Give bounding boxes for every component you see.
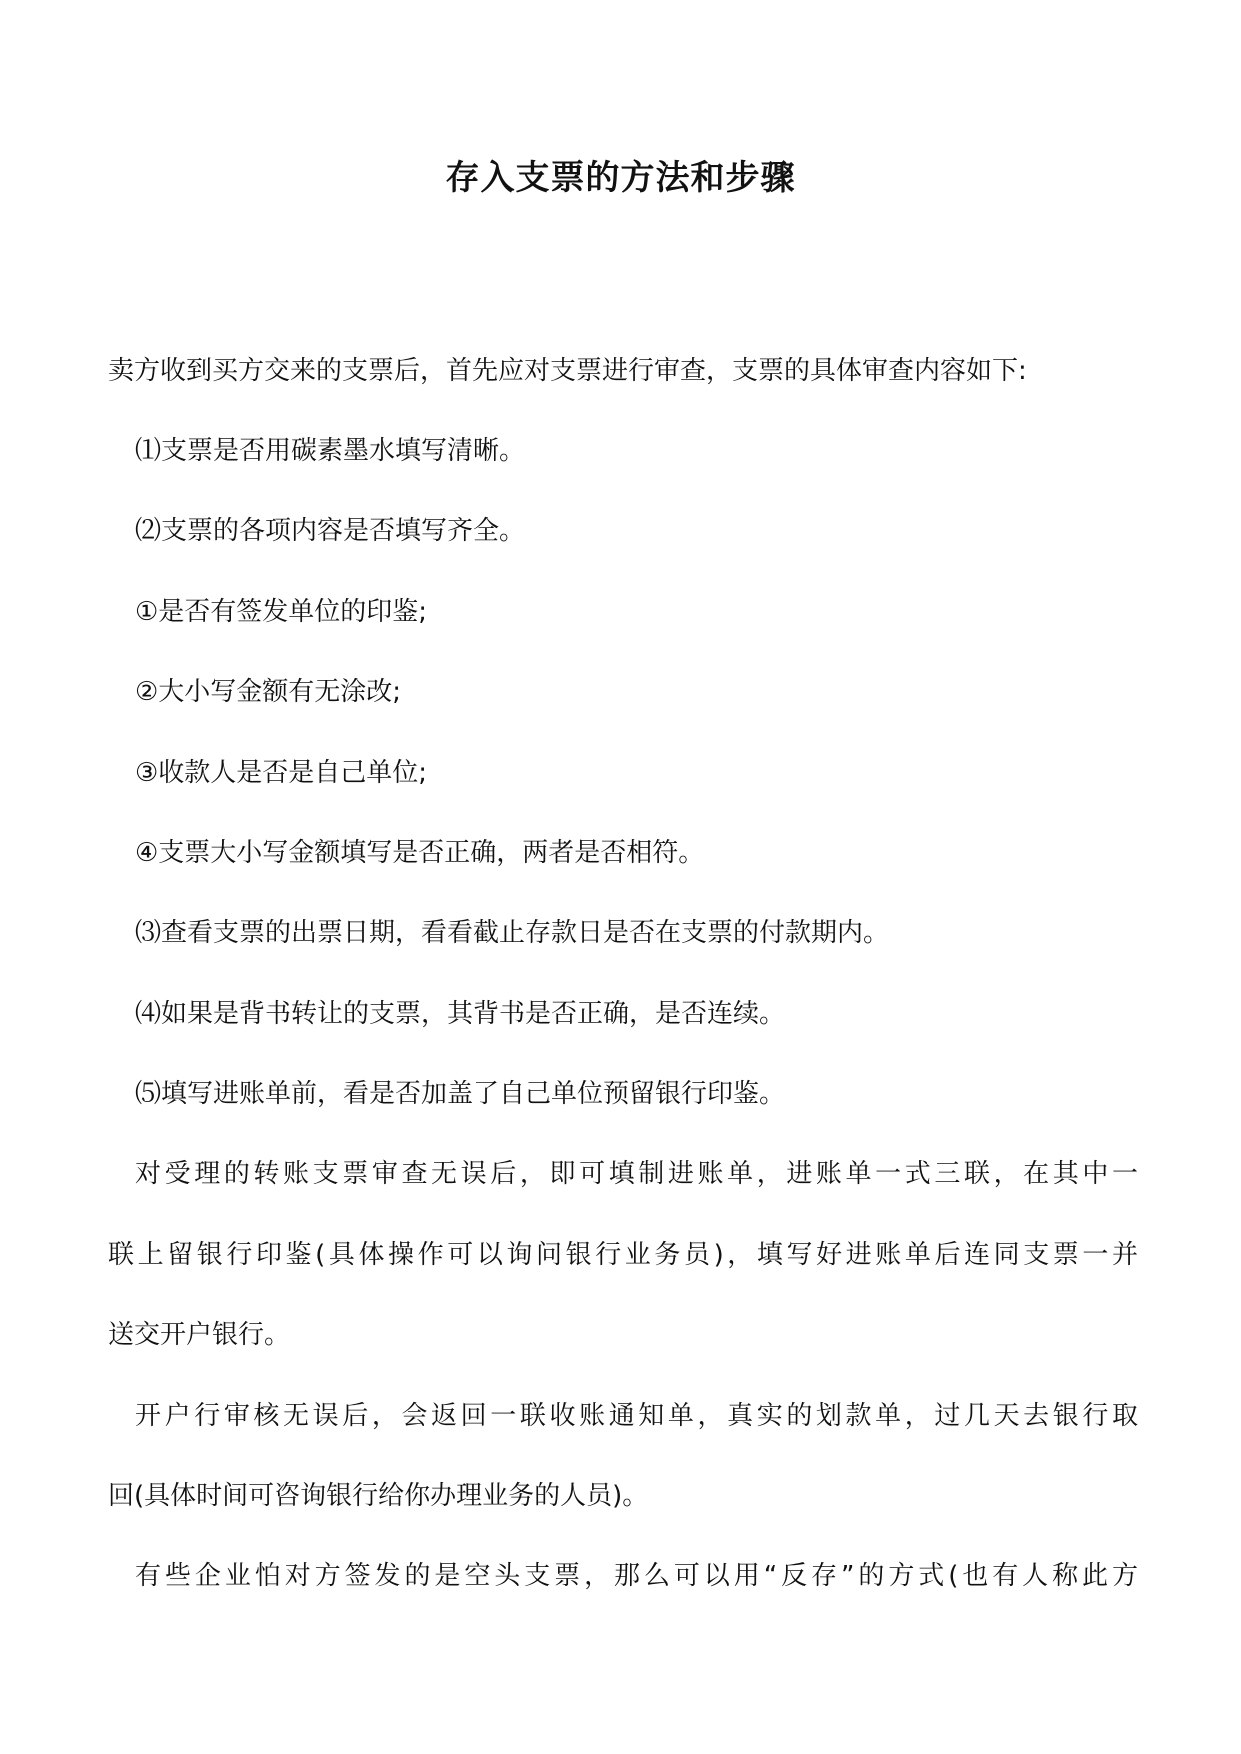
list-item: ③收款人是否是自己单位; <box>135 758 428 788</box>
paragraph-line: 开户行审核无误后，会返回一联收账通知单，真实的划款单，过几天去银行取 <box>135 1401 1138 1431</box>
paragraph-line: 联上留银行印鉴(具体操作可以询问银行业务员)，填写好进账单后连同支票一并 <box>108 1240 1138 1270</box>
list-item: ④支票大小写金额填写是否正确，两者是否相符。 <box>135 838 705 868</box>
list-item: ②大小写金额有无涂改; <box>135 677 402 707</box>
document-title: 存入支票的方法和步骤 <box>445 158 796 198</box>
paragraph-line: 对受理的转账支票审查无误后，即可填制进账单，进账单一式三联，在其中一 <box>135 1159 1138 1189</box>
list-item: ⑷如果是背书转让的支票，其背书是否正确，是否连续。 <box>135 999 786 1029</box>
list-item: ①是否有签发单位的印鉴; <box>135 597 428 627</box>
paragraph-line: 有些企业怕对方签发的是空头支票，那么可以用“反存”的方式(也有人称此方 <box>135 1561 1138 1591</box>
list-item: ⑶查看支票的出票日期，看看截止存款日是否在支票的付款期内。 <box>135 918 890 948</box>
list-item: ⑸填写进账单前，看是否加盖了自己单位预留银行印鉴。 <box>135 1079 786 1109</box>
paragraph-line: 回(具体时间可咨询银行给你办理业务的人员)。 <box>108 1481 649 1511</box>
paragraph-line: 送交开户银行。 <box>108 1320 291 1350</box>
list-item: ⑴支票是否用碳素墨水填写清晰。 <box>135 436 526 466</box>
text-line: 卖方收到买方交来的支票后，首先应对支票进行审查，支票的具体审查内容如下: <box>108 356 1027 386</box>
list-item: ⑵支票的各项内容是否填写齐全。 <box>135 516 526 546</box>
